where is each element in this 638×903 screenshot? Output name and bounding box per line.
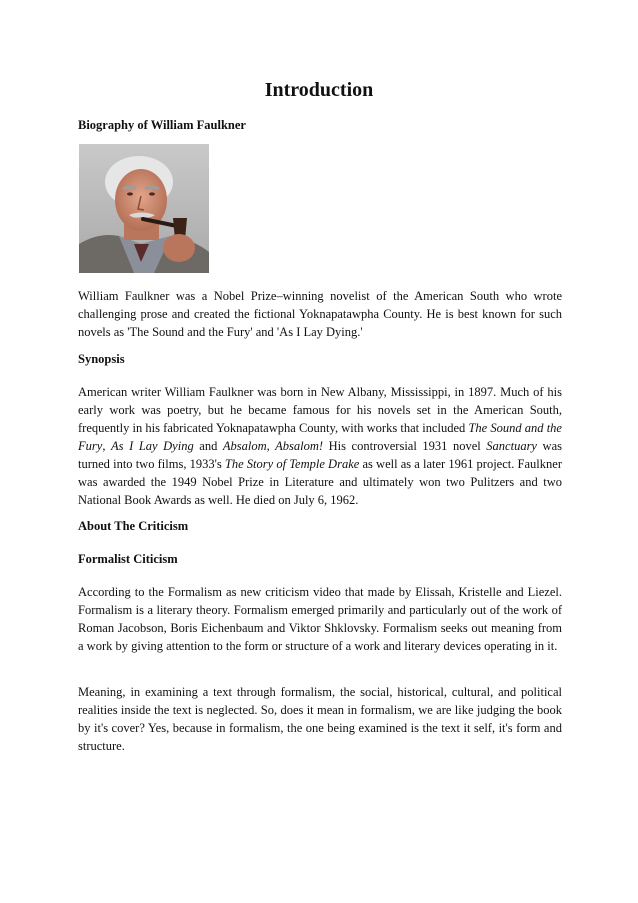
biography-paragraph: William Faulkner was a Nobel Prize–winning novelist of the American South who wrote challenging prose and created the fictional Yoknapatawpha County. He is best known for such novels as 'The Sound and the Fury' and 'As I Lay Dying.' [78,289,562,339]
author-portrait-image [79,144,209,273]
synopsis-text: as well as a later 1961 project. Faulkner was awarded the 1949 Nobel Prize in Literature and ultimately won two Pulitzers and two National Book Awards as well. He died on July 6, 1962. [78,457,562,507]
formalism-paragraph-2: Meaning, in examining a text through formalism, the social, historical, cultural, and political realities inside the text is neglected. So, does it mean in formalism, we are like judging the book by it's cover? Yes, because in formalism, the one being examined is the text it self, it's form and structure. [78,685,562,753]
synopsis-text: and [193,439,223,453]
book-title-as-i-lay-dying: As I Lay Dying [111,439,194,453]
synopsis-text: was turned into two films, 1933's [78,439,562,471]
biography-heading: Biography of William Faulkner [78,118,246,132]
synopsis-text: American writer William Faulkner was born in New Albany, Mississippi, in 1897. Much of his early work was poetry, but he became famous for his novels set in the American South, frequently in his fabricated Yoknapatawpha County, with works that included [78,385,562,435]
film-title-temple-drake: The Story of Temple Drake [224,457,360,471]
formalist-heading: Formalist Citicism [78,552,178,566]
synopsis-text: , [102,439,112,453]
synopsis-text: His controversial 1931 novel [323,439,487,453]
book-title-sanctuary: Sanctuary [486,439,537,453]
synopsis-paragraph [78,383,562,509]
synopsis-heading: Synopsis [78,352,125,366]
book-title-absalom: Absalom, Absalom! [222,439,324,453]
page-title: Introduction [264,79,374,101]
criticism-heading: About The Criticism [78,519,189,533]
book-title-sound-and-fury: The Sound and the Fury [78,421,562,453]
formalism-paragraph-1: According to the Formalism as new criticism video that made by Elissah, Kristelle and Liezel. Formalism is a literary theory. Formalism emerged primarily and particularly out of the work of Roman Jacobson, Boris Eichenbaum and Viktor Shklovsky. Formalism seeks out meaning from a work by giving attention to the form or structure of a work and literary devices operating in it. [78,585,562,653]
